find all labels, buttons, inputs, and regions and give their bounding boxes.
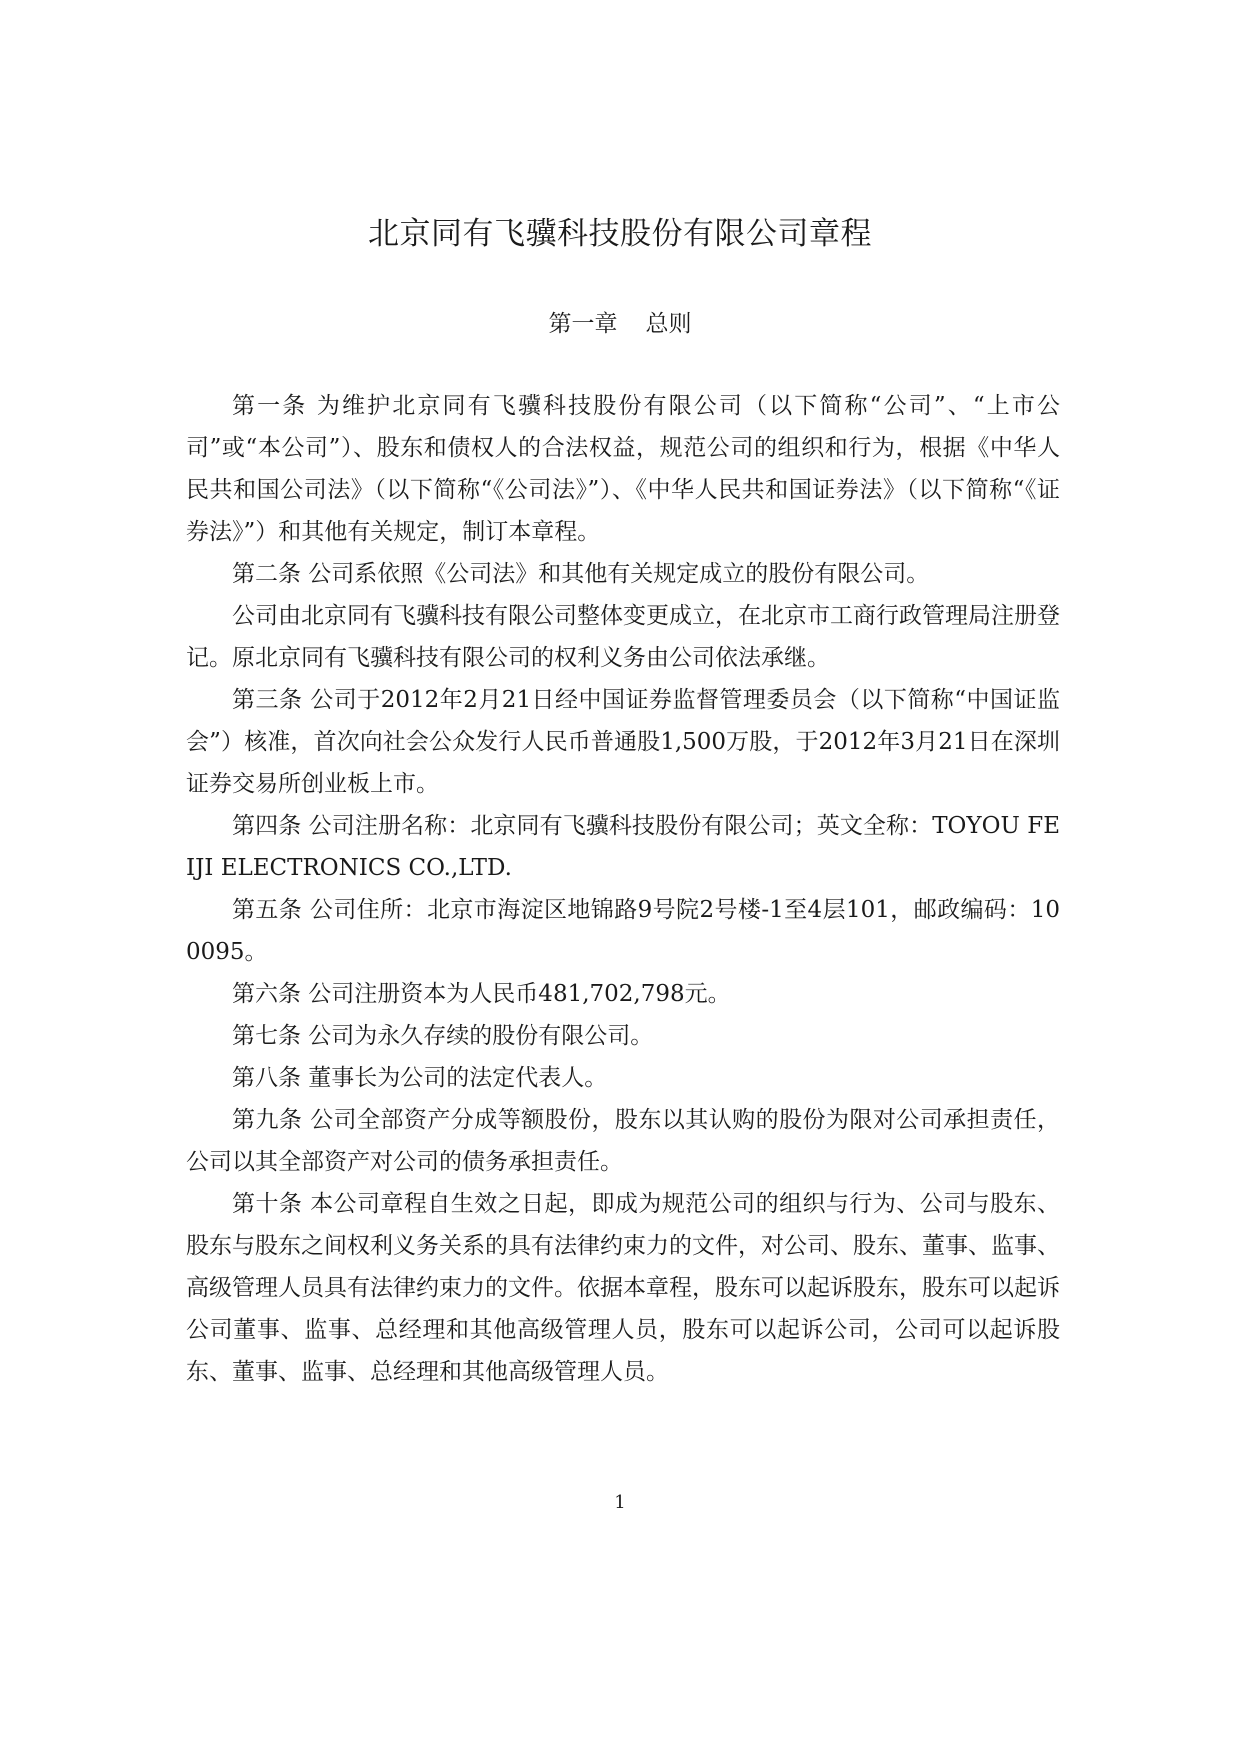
article-1: 第一条 为维护北京同有飞骥科技股份有限公司（以下简称“公司”、“上市公司”或“本公司”）、股东和债权人的合法权益，规范公司的组织和行为，根据《中华人民共和国公司法》（以下简称“《公司法》”）、《中华人民共和国证券法》（以下简称“《证券法》”）和其他有关规定，制订本章程。 [186,393,1060,545]
document-body [186,385,1060,1393]
chapter-number: 第一章 [548,311,618,337]
article-7: 第七条 公司为永久存续的股份有限公司。 [232,1023,654,1049]
chapter-name: 总则 [645,311,692,337]
article-2: 第二条 公司系依照《公司法》和其他有关规定成立的股份有限公司。 [232,561,930,587]
article-3: 第三条 公司于2012年2月21日经中国证券监督管理委员会（以下简称“中国证监会”）核准，首次向社会公众发行人民币普通股1,500万股，于2012年3月21日在深圳证券交易所创业板上市。 [186,687,1060,797]
article-8: 第八条 董事长为公司的法定代表人。 [232,1065,608,1091]
page-number: 1 [614,1492,626,1513]
chapter-heading [0,305,1240,338]
article-6: 第六条 公司注册资本为人民币481,702,798元。 [232,981,731,1007]
document-title: 北京同有飞骥科技股份有限公司章程 [368,216,872,252]
article-9: 第九条 公司全部资产分成等额股份，股东以其认购的股份为限对公司承担责任，公司以其全部资产对公司的债务承担责任。 [186,1107,1060,1175]
article-10: 第十条 本公司章程自生效之日起，即成为规范公司的组织与行为、公司与股东、股东与股东之间权利义务关系的具有法律约束力的文件，对公司、股东、董事、监事、高级管理人员具有法律约束力的文件。依据本章程，股东可以起诉股东，股东可以起诉公司董事、监事、总经理和其他高级管理人员，股东可以起诉公司，公司可以起诉股东、董事、监事、总经理和其他高级管理人员。 [186,1191,1060,1385]
article-2-paragraph: 公司由北京同有飞骥科技有限公司整体变更成立，在北京市工商行政管理局注册登记。原北京同有飞骥科技有限公司的权利义务由公司依法承继。 [186,603,1060,671]
article-5: 第五条 公司住所：北京市海淀区地锦路9号院2号楼-1至4层101，邮政编码：100095。 [186,897,1060,965]
article-4: 第四条 公司注册名称：北京同有飞骥科技股份有限公司；英文全称：TOYOU FEIJI ELECTRONICS CO.,LTD. [186,813,1060,881]
